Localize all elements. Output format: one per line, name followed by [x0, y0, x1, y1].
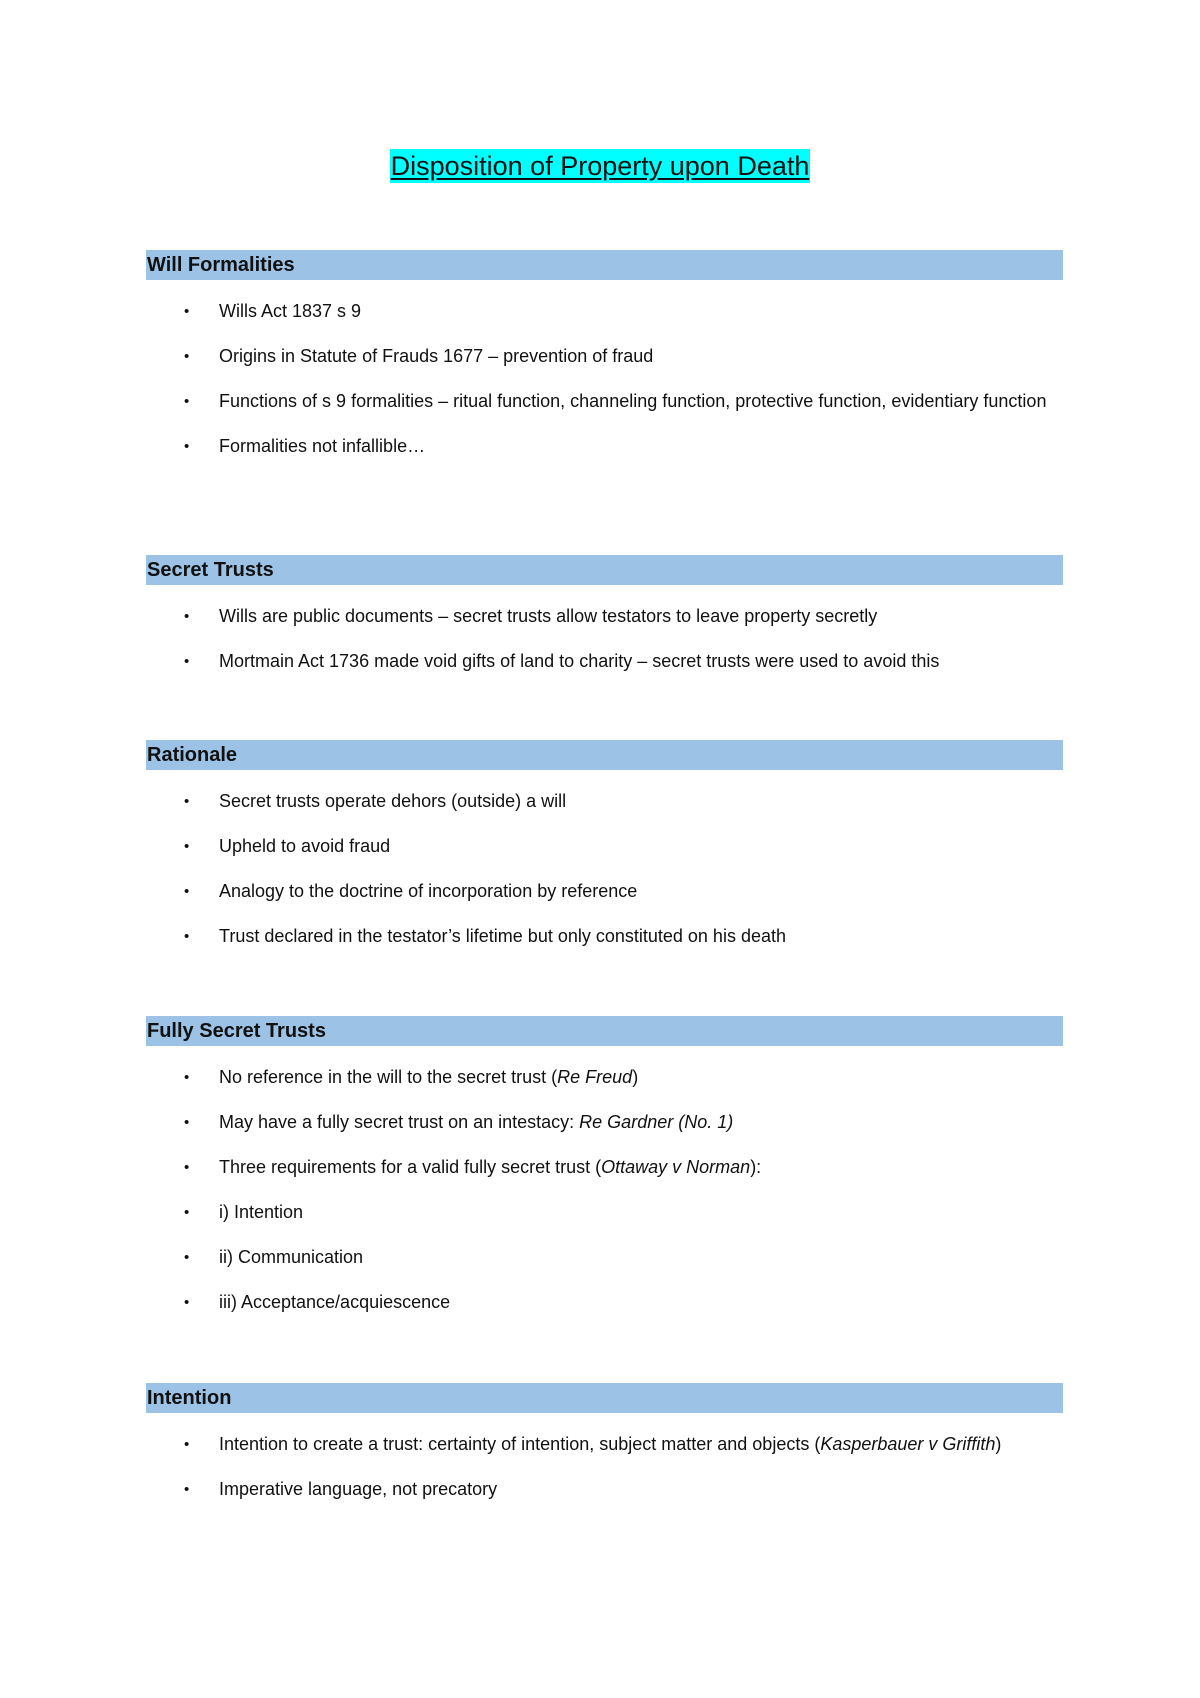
- bullet-icon: •: [184, 608, 190, 625]
- bullet-icon: •: [184, 928, 190, 945]
- list-item: [146, 787, 1063, 816]
- bullet-icon: •: [184, 348, 190, 365]
- bullet-list: [146, 1063, 1063, 1317]
- section-heading: Fully Secret Trusts: [146, 1016, 1063, 1046]
- section-heading: Will Formalities: [146, 250, 1063, 280]
- bullet-list: [146, 1430, 1063, 1504]
- section-heading: Rationale: [146, 740, 1063, 770]
- item-text-post: ):: [750, 1157, 762, 1177]
- list-item: [146, 1430, 1063, 1459]
- section-heading: Intention: [146, 1383, 1063, 1413]
- item-text: Trust declared in the testator’s lifetime but only constituted on his death: [219, 926, 786, 946]
- case-name: Re Gardner (No. 1): [579, 1112, 734, 1132]
- bullet-icon: •: [184, 1114, 190, 1131]
- bullet-icon: •: [184, 793, 190, 810]
- case-name: Kasperbauer v Griffith: [820, 1434, 996, 1454]
- bullet-icon: •: [184, 838, 190, 855]
- item-text: Mortmain Act 1736 made void gifts of land to charity – secret trusts were used to avoid this: [219, 651, 940, 671]
- item-text: Wills are public documents – secret trusts allow testators to leave property secretly: [219, 606, 878, 626]
- item-text: Imperative language, not precatory: [219, 1479, 498, 1499]
- list-item: [146, 922, 1063, 951]
- list-item: [146, 1475, 1063, 1504]
- list-item: [146, 387, 1063, 416]
- item-text-pre: No reference in the will to the secret trust (: [219, 1067, 558, 1087]
- list-item: [146, 1063, 1063, 1092]
- section-fully-secret-trusts: [146, 1016, 1063, 1317]
- item-text: Origins in Statute of Frauds 1677 – prevention of fraud: [219, 346, 654, 366]
- item-text-pre: Intention to create a trust: certainty of intention, subject matter and objects (: [219, 1434, 821, 1454]
- section-secret-trusts: [146, 555, 1063, 676]
- section-rationale: [146, 740, 1063, 951]
- list-item: [146, 602, 1063, 631]
- item-text: Analogy to the doctrine of incorporation by reference: [219, 881, 638, 901]
- list-item: [146, 647, 1063, 676]
- item-text: Secret trusts operate dehors (outside) a will: [219, 791, 567, 811]
- list-item: [146, 1198, 1063, 1227]
- list-item: [146, 432, 1063, 461]
- title-wrapper: [0, 149, 1200, 183]
- bullet-icon: •: [184, 1436, 190, 1453]
- section-heading: Secret Trusts: [146, 555, 1063, 585]
- bullet-icon: •: [184, 653, 190, 670]
- bullet-list: [146, 787, 1063, 951]
- list-item: [146, 1288, 1063, 1317]
- item-text: Wills Act 1837 s 9: [219, 301, 362, 321]
- list-item: [146, 342, 1063, 371]
- item-text: ii) Communication: [219, 1247, 364, 1267]
- item-text-pre: May have a fully secret trust on an intestacy:: [219, 1112, 580, 1132]
- case-name: Ottaway v Norman: [601, 1157, 751, 1177]
- list-item: [146, 877, 1063, 906]
- item-text-post: ): [995, 1434, 1002, 1454]
- bullet-icon: •: [184, 303, 190, 320]
- item-text-pre: Three requirements for a valid fully secret trust (: [219, 1157, 602, 1177]
- section-intention: [146, 1383, 1063, 1504]
- bullet-icon: •: [184, 1204, 190, 1221]
- section-will-formalities: [146, 250, 1063, 461]
- item-text: Formalities not infallible…: [219, 436, 426, 456]
- bullet-list: [146, 602, 1063, 676]
- item-text-post: ): [632, 1067, 639, 1087]
- item-text: iii) Acceptance/acquiescence: [219, 1292, 451, 1312]
- bullet-icon: •: [184, 1294, 190, 1311]
- item-text: Upheld to avoid fraud: [219, 836, 391, 856]
- list-item: [146, 297, 1063, 326]
- list-item: [146, 832, 1063, 861]
- bullet-icon: •: [184, 1481, 190, 1498]
- bullet-icon: •: [184, 1069, 190, 1086]
- bullet-icon: •: [184, 1159, 190, 1176]
- item-text: Functions of s 9 formalities – ritual function, channeling function, protective function, evidentiary function: [219, 391, 1047, 411]
- bullet-icon: •: [184, 393, 190, 410]
- case-name: Re Freud: [557, 1067, 633, 1087]
- list-item: [146, 1153, 1063, 1182]
- bullet-list: [146, 297, 1063, 461]
- document-title: Disposition of Property upon Death: [390, 151, 810, 181]
- bullet-icon: •: [184, 883, 190, 900]
- bullet-icon: •: [184, 438, 190, 455]
- list-item: [146, 1243, 1063, 1272]
- bullet-icon: •: [184, 1249, 190, 1266]
- item-text: i) Intention: [219, 1202, 304, 1222]
- list-item: [146, 1108, 1063, 1137]
